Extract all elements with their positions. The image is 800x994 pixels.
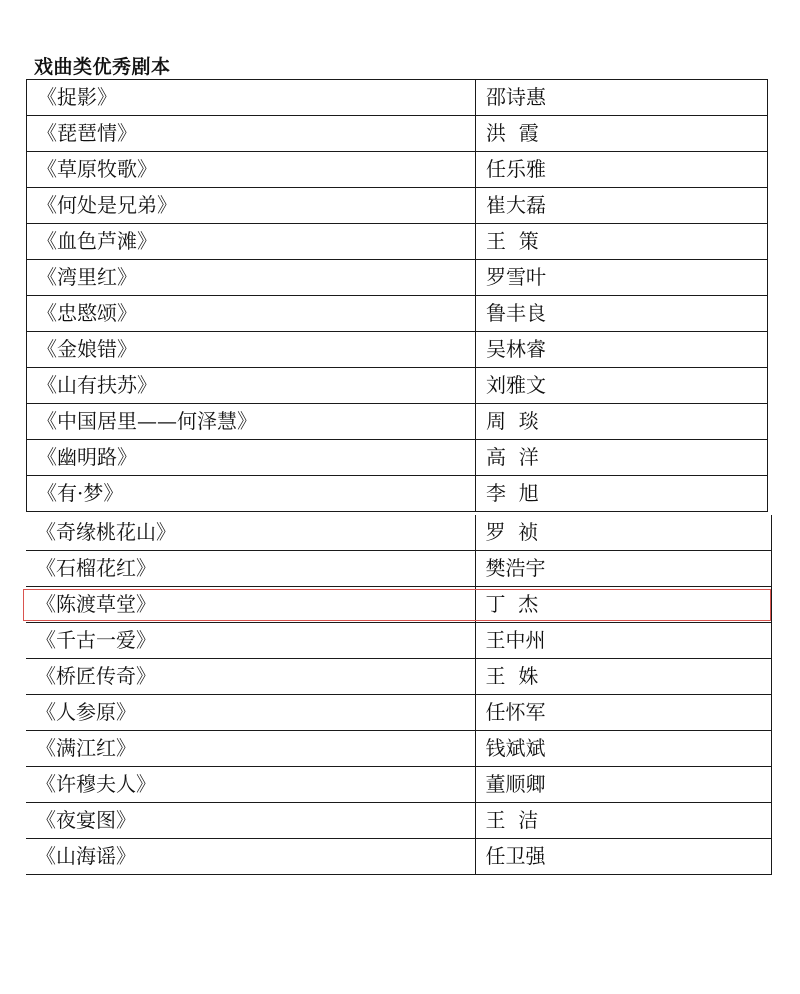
- script-title: 《千古一爱》: [26, 623, 475, 659]
- table-row: [26, 695, 771, 731]
- table-row: [26, 767, 771, 803]
- table-row: [26, 515, 771, 551]
- scripts-table-part-1: [26, 79, 768, 512]
- script-title: 《人参原》: [26, 695, 475, 731]
- script-title: 《琵琶情》: [27, 116, 476, 152]
- script-author: 高 洋: [476, 440, 768, 476]
- script-author: 任怀军: [475, 695, 771, 731]
- script-author: 任乐雅: [476, 152, 768, 188]
- script-title: 《草原牧歌》: [27, 152, 476, 188]
- script-title: 《何处是兄弟》: [27, 188, 476, 224]
- script-title: 《湾里红》: [27, 260, 476, 296]
- page-title: 戏曲类优秀剧本: [34, 56, 171, 78]
- script-title: 《捉影》: [27, 80, 476, 116]
- table-row: [26, 731, 771, 767]
- script-author: 王 姝: [475, 659, 771, 695]
- table-row: [27, 296, 768, 332]
- script-title: 《金娘错》: [27, 332, 476, 368]
- script-author: 董顺卿: [475, 767, 771, 803]
- table-row: [27, 188, 768, 224]
- script-title: 《幽明路》: [27, 440, 476, 476]
- script-author: 刘雅文: [476, 368, 768, 404]
- script-author: 李 旭: [476, 476, 768, 512]
- script-title: 《中国居里——何泽慧》: [27, 404, 476, 440]
- table-row: [26, 839, 771, 875]
- script-title: 《忠愍颂》: [27, 296, 476, 332]
- table-row: [26, 803, 771, 839]
- script-title: 《满江红》: [26, 731, 475, 767]
- script-author: 洪 霞: [476, 116, 768, 152]
- table-row: [26, 623, 771, 659]
- script-title: 《夜宴图》: [26, 803, 475, 839]
- table-row: [27, 476, 768, 512]
- script-title: 《陈渡草堂》: [26, 587, 475, 623]
- script-author: 吴林睿: [476, 332, 768, 368]
- script-title: 《血色芦滩》: [27, 224, 476, 260]
- script-author: 任卫强: [475, 839, 771, 875]
- script-author: 邵诗惠: [476, 80, 768, 116]
- script-title: 《山海谣》: [26, 839, 475, 875]
- script-author: 钱斌斌: [475, 731, 771, 767]
- script-author: 王 洁: [475, 803, 771, 839]
- table-row-highlighted: [26, 587, 771, 623]
- script-title: 《山有扶苏》: [27, 368, 476, 404]
- script-title: 《石榴花红》: [26, 551, 475, 587]
- script-author: 丁 杰: [475, 587, 771, 623]
- script-author: 崔大磊: [476, 188, 768, 224]
- script-author: 王 策: [476, 224, 768, 260]
- table-row: [27, 152, 768, 188]
- script-title: 《桥匠传奇》: [26, 659, 475, 695]
- script-author: 周 琰: [476, 404, 768, 440]
- script-author: 罗雪叶: [476, 260, 768, 296]
- table-row: [27, 260, 768, 296]
- script-author: 樊浩宇: [475, 551, 771, 587]
- scripts-table-part-2: [26, 515, 772, 875]
- table-row: [27, 440, 768, 476]
- table-row: [27, 368, 768, 404]
- table-row: [27, 404, 768, 440]
- table-row: [27, 80, 768, 116]
- table-row: [26, 659, 771, 695]
- script-title: 《奇缘桃花山》: [26, 515, 475, 551]
- table-row: [27, 224, 768, 260]
- table-row: [26, 551, 771, 587]
- script-title: 《有·梦》: [27, 476, 476, 512]
- table-row: [27, 116, 768, 152]
- script-title: 《许穆夫人》: [26, 767, 475, 803]
- table-row: [27, 332, 768, 368]
- script-author: 罗 祯: [475, 515, 771, 551]
- script-author: 鲁丰良: [476, 296, 768, 332]
- script-author: 王中州: [475, 623, 771, 659]
